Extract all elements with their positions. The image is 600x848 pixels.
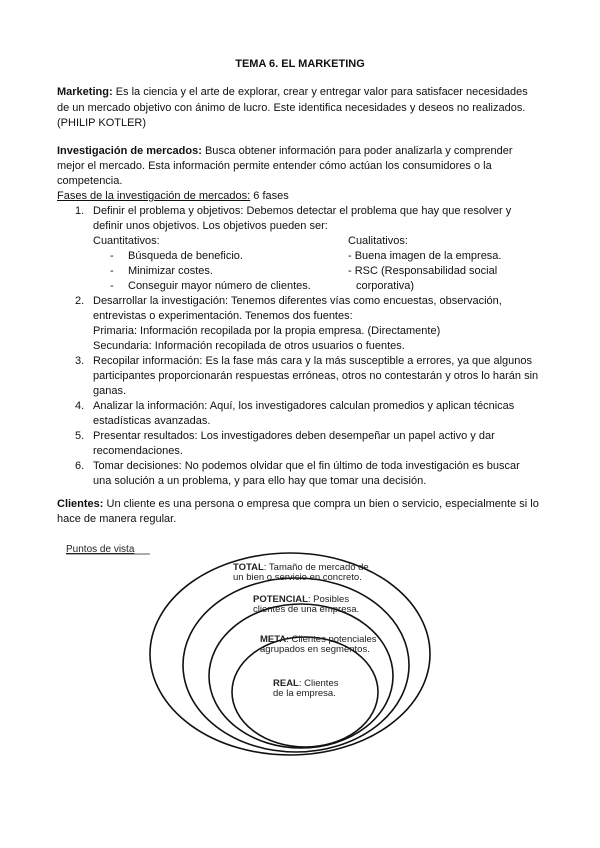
meta-desc: : Clientes potenciales: [286, 634, 377, 645]
real-text-2: de la empresa.: [273, 688, 336, 699]
list-item: Conseguir mayor número de clientes.: [128, 280, 311, 292]
clientes-text-2: hace de manera regular.: [57, 513, 177, 525]
marketing-text-3: (PHILIP KOTLER): [57, 117, 147, 129]
bullet-dash: -: [110, 280, 114, 292]
marketing-term: Marketing:: [57, 86, 113, 98]
investigacion-text-2: mejor el mercado. Esta información permite entender cómo actúan los consumidores o la: [57, 160, 492, 172]
diagram-heading: Puntos de vista: [66, 544, 135, 555]
list-item: corporativa): [356, 280, 415, 292]
list-item: Minimizar costes.: [128, 265, 213, 277]
market-levels-diagram: [0, 530, 600, 760]
step-text: participantes proporcionarán respuestas erróneas, otros no contestarán y otros lo harán sin: [93, 370, 539, 382]
step-text: Primaria: Información recopilada por la propia empresa. (Directamente): [93, 325, 441, 337]
list-item: - RSC (Responsabilidad social: [348, 265, 498, 277]
step-number: 4.: [75, 400, 85, 412]
step-text: Desarrollar la investigación: Tenemos diferentes vías como encuestas, observación,: [93, 295, 502, 307]
total-text-2: un bien o servicio en concreto.: [233, 572, 362, 583]
real-desc: : Clientes: [298, 678, 339, 689]
step-text: recomendaciones.: [93, 445, 183, 457]
potencial-label: POTENCIAL: [253, 594, 308, 605]
step-text: Tomar decisiones: No podemos olvidar que el fin último de toda investigación es buscar: [93, 460, 520, 472]
bullet-dash: -: [110, 250, 114, 262]
clientes-term: Clientes:: [57, 498, 104, 510]
bullet-dash: -: [110, 265, 114, 277]
clientes-text-1: Un cliente es una persona o empresa que compra un bien o servicio, especialmente si lo: [106, 498, 539, 510]
step-number: 6.: [75, 460, 85, 472]
step-number: 2.: [75, 295, 85, 307]
meta-label: META: [260, 634, 287, 645]
real-label: REAL: [273, 678, 299, 689]
investigacion-term: Investigación de mercados:: [57, 145, 202, 157]
step-text: estadísticas avanzadas.: [93, 415, 211, 427]
step-text: Recopilar información: Es la fase más cara y la más susceptible a errores, ya que algunos: [93, 355, 532, 367]
step-text: entrevistas o experimentación. Tenemos dos fuentes:: [93, 310, 353, 322]
investigacion-text-3: competencia.: [57, 175, 123, 187]
investigacion-line-1: [57, 144, 513, 159]
total-label: TOTAL: [233, 562, 264, 573]
step-text: Secundaria: Información recopilada de otros usuarios o fuentes.: [93, 340, 405, 352]
step-text: Analizar la información: Aquí, los investigadores calculan promedios y aplican técnicas: [93, 400, 515, 412]
list-item: Búsqueda de beneficio.: [128, 250, 243, 262]
list-item: - Buena imagen de la empresa.: [348, 250, 502, 262]
fases-heading-line: [57, 189, 289, 204]
clientes-line-1: [57, 497, 539, 512]
step-text: una solución a un problema, y para ello hay que tomar una decisión.: [93, 475, 427, 487]
potencial-text-2: clientes de una empresa.: [253, 604, 360, 615]
cuantitativos-heading: Cuantitativos:: [93, 235, 160, 247]
potencial-desc: : Posibles: [307, 594, 350, 605]
step-text: definir unos objetivos. Los objetivos pueden ser:: [93, 220, 328, 232]
step-number: 1.: [75, 205, 85, 217]
fases-count: 6 fases: [253, 190, 289, 202]
total-desc: : Tamaño de mercado de: [263, 562, 369, 573]
marketing-text-2: de un mercado objetivo con ánimo de lucro. Este identifica necesidades y deseos no realizados.: [57, 102, 526, 114]
ellipse-meta: [209, 604, 393, 748]
investigacion-text-1: Busca obtener información para poder analizarla y comprender: [204, 145, 513, 157]
marketing-text-1: Es la ciencia y el arte de explorar, crear y entregar valor para satisfacer necesidades: [115, 86, 528, 98]
marketing-line-1: [57, 85, 528, 100]
meta-text-2: agrupados en segmentos.: [260, 644, 370, 655]
step-number: 5.: [75, 430, 85, 442]
step-text: Definir el problema y objetivos: Debemos detectar el problema que hay que resolver y: [93, 205, 512, 217]
page-title: TEMA 6. EL MARKETING: [235, 58, 365, 70]
step-number: 3.: [75, 355, 85, 367]
fases-heading: Fases de la investigación de mercados:: [57, 190, 251, 202]
step-text: ganas.: [93, 385, 127, 397]
step-text: Presentar resultados: Los investigadores deben desempeñar un papel activo y dar: [93, 430, 495, 442]
cualitativos-heading: Cualitativos:: [348, 235, 408, 247]
